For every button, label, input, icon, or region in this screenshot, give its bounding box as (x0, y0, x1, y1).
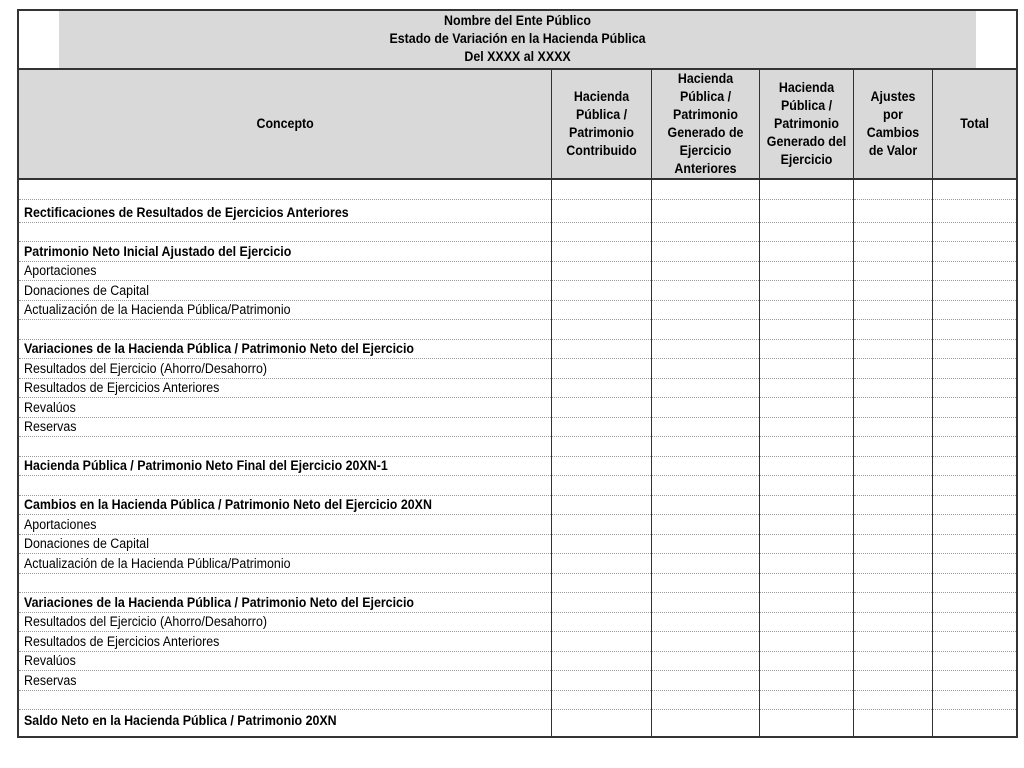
concept-cell (18, 573, 551, 593)
value-cell-prior-years (651, 261, 759, 281)
value-cell-contributed (551, 690, 651, 710)
table-row (18, 281, 1017, 301)
value-cell-current-year (759, 710, 853, 738)
value-cell-total (932, 378, 1017, 398)
row-label: Variaciones de la Hacienda Pública / Patrimonio Neto del Ejercicio (24, 341, 414, 356)
value-cell-adjustments (853, 199, 932, 222)
value-cell-total (932, 242, 1017, 262)
row-label: Actualización de la Hacienda Pública/Patrimonio (24, 555, 291, 571)
column-header-total: Total (932, 69, 1017, 179)
value-cell-contributed (551, 242, 651, 262)
column-header-contributed: Hacienda Pública / Patrimonio Contribuido (551, 69, 651, 179)
value-cell-adjustments (853, 281, 932, 301)
row-label: Resultados de Ejercicios Anteriores (24, 633, 220, 649)
value-cell-current-year (759, 281, 853, 301)
value-cell-prior-years (651, 612, 759, 632)
value-cell-total (932, 593, 1017, 613)
value-cell-adjustments (853, 710, 932, 738)
concept-cell (18, 671, 551, 691)
value-cell-adjustments (853, 456, 932, 476)
value-cell-total (932, 437, 1017, 457)
value-cell-total (932, 456, 1017, 476)
value-cell-total (932, 476, 1017, 496)
value-cell-adjustments (853, 378, 932, 398)
table-row (18, 300, 1017, 320)
column-header-adjustments: Ajustes por Cambios de Valor (853, 69, 932, 179)
value-cell (759, 179, 853, 199)
value-cell-adjustments (853, 651, 932, 671)
value-cell-prior-years (651, 690, 759, 710)
row-label: Resultados de Ejercicios Anteriores (24, 380, 220, 395)
statement-title: Estado de Variación en la Hacienda Pública (389, 31, 646, 46)
value-cell-current-year (759, 573, 853, 593)
value-cell-adjustments (853, 534, 932, 554)
value-cell-contributed (551, 222, 651, 242)
value-cell-current-year (759, 261, 853, 281)
value-cell-total (932, 222, 1017, 242)
value-cell-current-year (759, 593, 853, 613)
row-label: Aportaciones (24, 516, 97, 532)
value-cell-adjustments (853, 573, 932, 593)
value-cell-prior-years (651, 456, 759, 476)
concept-cell (18, 300, 551, 320)
table-row (18, 554, 1017, 574)
table-row (18, 199, 1017, 222)
value-cell-adjustments (853, 671, 932, 691)
value-cell-contributed (551, 300, 651, 320)
value-cell-current-year (759, 339, 853, 359)
value-cell-contributed (551, 398, 651, 418)
table-row (18, 573, 1017, 593)
value-cell-prior-years (651, 199, 759, 222)
value-cell-adjustments (853, 222, 932, 242)
statement-sheet (17, 9, 1016, 738)
concept-cell (18, 612, 551, 632)
value-cell-contributed (551, 281, 651, 301)
value-cell-current-year (759, 378, 853, 398)
row-label: Reservas (24, 419, 77, 434)
value-cell (932, 179, 1017, 199)
value-cell-total (932, 339, 1017, 359)
value-cell-current-year (759, 671, 853, 691)
value-cell-total (932, 534, 1017, 554)
value-cell-adjustments (853, 476, 932, 496)
value-cell-adjustments (853, 320, 932, 340)
value-cell-adjustments (853, 300, 932, 320)
table-row (18, 437, 1017, 457)
row-label: Hacienda Pública / Patrimonio Neto Final del Ejercicio 20XN-1 (24, 458, 388, 473)
value-cell-contributed (551, 359, 651, 379)
value-cell-prior-years (651, 534, 759, 554)
table-row (18, 651, 1017, 671)
table-row (18, 632, 1017, 652)
value-cell-contributed (551, 378, 651, 398)
value-cell-prior-years (651, 281, 759, 301)
statement-rows (18, 179, 1017, 737)
table-row (18, 378, 1017, 398)
value-cell-prior-years (651, 515, 759, 535)
value-cell-current-year (759, 300, 853, 320)
value-cell-adjustments (853, 437, 932, 457)
concept-cell (18, 281, 551, 301)
value-cell-contributed (551, 515, 651, 535)
column-header-current-year: Hacienda Pública / Patrimonio Generado del Ejercicio (759, 69, 853, 179)
value-cell-adjustments (853, 242, 932, 262)
row-label: Donaciones de Capital (24, 282, 149, 298)
concept-cell (18, 339, 551, 359)
value-cell-contributed (551, 710, 651, 738)
table-row (18, 417, 1017, 437)
value-cell-current-year (759, 398, 853, 418)
value-cell-prior-years (651, 222, 759, 242)
value-cell-prior-years (651, 593, 759, 613)
column-header-concept: Concepto (18, 69, 551, 179)
value-cell-current-year (759, 456, 853, 476)
value-cell-prior-years (651, 320, 759, 340)
value-cell-current-year (759, 612, 853, 632)
table-row (18, 339, 1017, 359)
value-cell-adjustments (853, 359, 932, 379)
table-row (18, 222, 1017, 242)
row-label: Variaciones de la Hacienda Pública / Patrimonio Neto del Ejercicio (24, 594, 414, 610)
concept-cell (18, 690, 551, 710)
table-row (18, 242, 1017, 262)
value-cell-total (932, 573, 1017, 593)
value-cell-adjustments (853, 632, 932, 652)
concept-cell (18, 651, 551, 671)
value-cell-total (932, 261, 1017, 281)
value-cell-contributed (551, 261, 651, 281)
value-cell-total (932, 300, 1017, 320)
value-cell-total (932, 690, 1017, 710)
value-cell-prior-years (651, 554, 759, 574)
value-cell-contributed (551, 456, 651, 476)
value-cell-contributed (551, 612, 651, 632)
value-cell-adjustments (853, 690, 932, 710)
value-cell-prior-years (651, 378, 759, 398)
value-cell-contributed (551, 417, 651, 437)
value-cell-current-year (759, 554, 853, 574)
row-label: Actualización de la Hacienda Pública/Patrimonio (24, 302, 291, 317)
value-cell-contributed (551, 554, 651, 574)
value-cell-current-year (759, 651, 853, 671)
value-cell-contributed (551, 573, 651, 593)
concept-cell (18, 554, 551, 574)
row-label: Rectificaciones de Resultados de Ejercicios Anteriores (24, 204, 349, 220)
table-row (18, 398, 1017, 418)
table-row (18, 671, 1017, 691)
column-header-row (18, 69, 1017, 179)
concept-cell (18, 456, 551, 476)
concept-cell (18, 222, 551, 242)
row-label: Resultados del Ejercicio (Ahorro/Desahorro) (24, 614, 267, 629)
row-label: Saldo Neto en la Hacienda Pública / Patrimonio 20XN (24, 713, 337, 728)
period-label: Del XXXX al XXXX (464, 49, 571, 64)
value-cell-total (932, 398, 1017, 418)
concept-cell (18, 417, 551, 437)
table-row (18, 710, 1017, 738)
value-cell-current-year (759, 632, 853, 652)
concept-cell (18, 515, 551, 535)
value-cell-current-year (759, 242, 853, 262)
value-cell-adjustments (853, 495, 932, 515)
value-cell-current-year (759, 417, 853, 437)
value-cell-total (932, 281, 1017, 301)
value-cell-contributed (551, 320, 651, 340)
value-cell-total (932, 612, 1017, 632)
entity-name: Nombre del Ente Público (444, 13, 592, 28)
value-cell-prior-years (651, 339, 759, 359)
table-spacer-row (18, 179, 1017, 199)
value-cell-total (932, 710, 1017, 738)
concept-cell (18, 495, 551, 515)
concept-cell (18, 179, 551, 199)
concept-cell (18, 320, 551, 340)
concept-cell (18, 378, 551, 398)
value-cell-adjustments (853, 417, 932, 437)
value-cell-contributed (551, 651, 651, 671)
value-cell-contributed (551, 671, 651, 691)
table-row (18, 690, 1017, 710)
value-cell-prior-years (651, 710, 759, 738)
concept-cell (18, 199, 551, 222)
concept-cell (18, 242, 551, 262)
value-cell-prior-years (651, 495, 759, 515)
value-cell-prior-years (651, 651, 759, 671)
value-cell (651, 179, 759, 199)
concept-cell (18, 398, 551, 418)
value-cell-prior-years (651, 476, 759, 496)
value-cell-prior-years (651, 398, 759, 418)
value-cell-total (932, 359, 1017, 379)
value-cell-contributed (551, 593, 651, 613)
value-cell-adjustments (853, 261, 932, 281)
value-cell-total (932, 417, 1017, 437)
concept-cell (18, 534, 551, 554)
value-cell-prior-years (651, 359, 759, 379)
value-cell-contributed (551, 437, 651, 457)
concept-cell (18, 261, 551, 281)
value-cell-adjustments (853, 398, 932, 418)
table-row (18, 476, 1017, 496)
concept-cell (18, 476, 551, 496)
table-row (18, 320, 1017, 340)
value-cell-contributed (551, 339, 651, 359)
value-cell-current-year (759, 199, 853, 222)
value-cell-contributed (551, 534, 651, 554)
concept-cell (18, 437, 551, 457)
value-cell-prior-years (651, 573, 759, 593)
value-cell-prior-years (651, 300, 759, 320)
value-cell-total (932, 495, 1017, 515)
concept-cell (18, 710, 551, 738)
value-cell-current-year (759, 359, 853, 379)
value-cell-adjustments (853, 554, 932, 574)
value-cell-contributed (551, 632, 651, 652)
value-cell-adjustments (853, 339, 932, 359)
value-cell-current-year (759, 534, 853, 554)
value-cell (853, 179, 932, 199)
row-label: Aportaciones (24, 263, 97, 278)
value-cell-total (932, 651, 1017, 671)
row-label: Donaciones de Capital (24, 536, 149, 551)
value-cell-current-year (759, 476, 853, 496)
value-cell-total (932, 199, 1017, 222)
row-label: Cambios en la Hacienda Pública / Patrimonio Neto del Ejercicio 20XN (24, 497, 432, 512)
row-label: Revalúos (24, 399, 76, 415)
table-row (18, 495, 1017, 515)
report-title-block (18, 10, 1017, 69)
table-row (18, 261, 1017, 281)
table-row (18, 534, 1017, 554)
row-label: Patrimonio Neto Inicial Ajustado del Ejercicio (24, 243, 292, 259)
row-label: Revalúos (24, 653, 76, 668)
value-cell-total (932, 632, 1017, 652)
table-row (18, 612, 1017, 632)
value-cell-adjustments (853, 515, 932, 535)
value-cell-current-year (759, 495, 853, 515)
row-label: Reservas (24, 672, 77, 688)
value-cell-total (932, 320, 1017, 340)
value-cell-total (932, 515, 1017, 535)
hacienda-variation-table (17, 9, 1018, 738)
value-cell-prior-years (651, 671, 759, 691)
value-cell-total (932, 554, 1017, 574)
value-cell-prior-years (651, 437, 759, 457)
value-cell (551, 179, 651, 199)
value-cell-current-year (759, 320, 853, 340)
concept-cell (18, 593, 551, 613)
value-cell-contributed (551, 495, 651, 515)
value-cell-prior-years (651, 242, 759, 262)
value-cell-current-year (759, 690, 853, 710)
value-cell-current-year (759, 437, 853, 457)
value-cell-current-year (759, 222, 853, 242)
row-label: Resultados del Ejercicio (Ahorro/Desahorro) (24, 360, 267, 376)
value-cell-total (932, 671, 1017, 691)
value-cell-contributed (551, 199, 651, 222)
value-cell-adjustments (853, 612, 932, 632)
table-row (18, 593, 1017, 613)
table-row (18, 359, 1017, 379)
value-cell-current-year (759, 515, 853, 535)
value-cell-prior-years (651, 632, 759, 652)
table-row (18, 515, 1017, 535)
value-cell-prior-years (651, 417, 759, 437)
value-cell-adjustments (853, 593, 932, 613)
table-row (18, 456, 1017, 476)
concept-cell (18, 632, 551, 652)
value-cell-contributed (551, 476, 651, 496)
concept-cell (18, 359, 551, 379)
column-header-prior-years: Hacienda Pública / Patrimonio Generado de Ejercicio Anteriores (651, 69, 759, 179)
